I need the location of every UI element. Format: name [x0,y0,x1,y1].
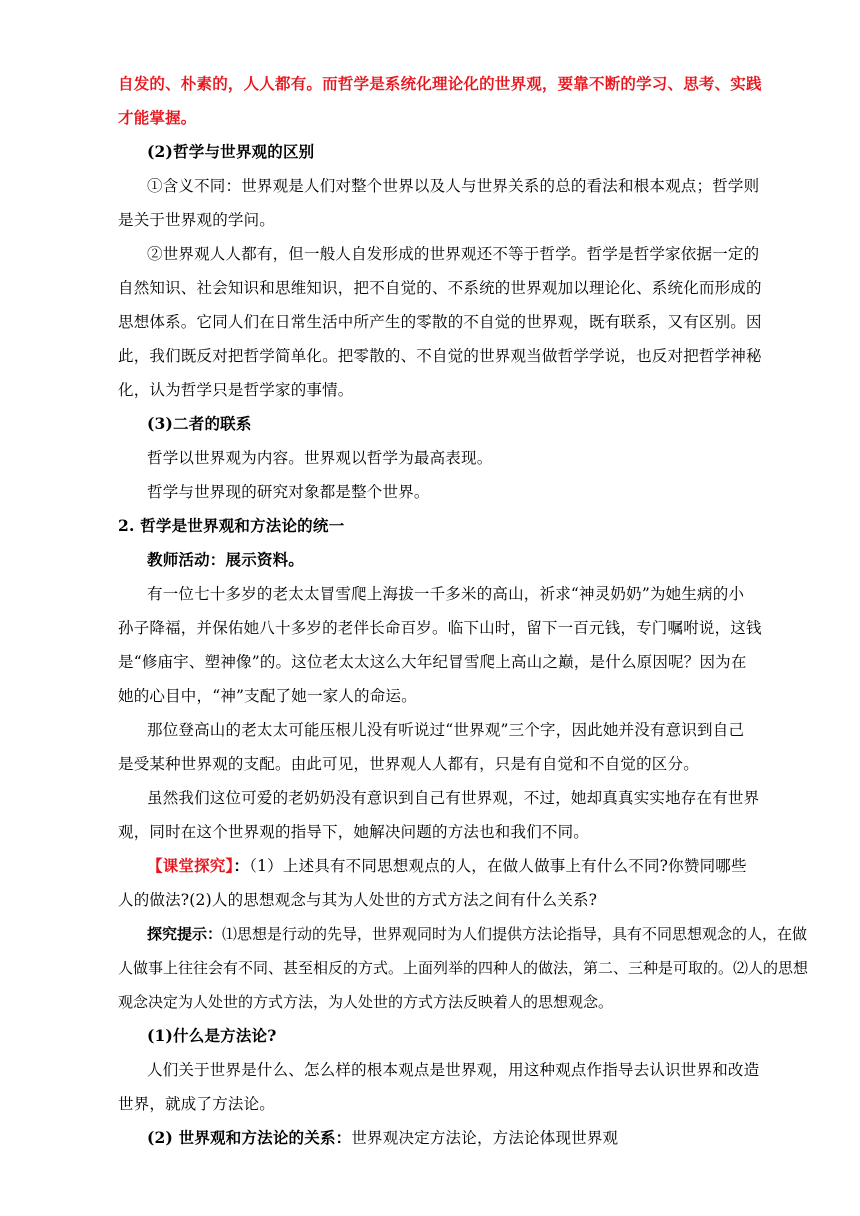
story2-line-1: 那位登高山的老太太可能压根儿没有听说过“世界观”三个字，因此她并没有意识到自己 [147,721,745,739]
diff-p2-line-1: ②世界观人人都有，但一般人自发形成的世界观还不等于哲学。哲学是哲学家依据一定的 [147,245,760,263]
heading-difference: (2)哲学与世界观的区别 [147,142,315,161]
story-line-4: 她的心目中，“神”支配了她一家人的命运。 [118,687,417,705]
relationship-label: (2) 世界观和方法论的关系： [147,1128,352,1147]
diff-p2-line-3: 思想体系。它同人们在日常生活中所产生的零散的不自觉的世界观，既有联系，又有区别。因 [118,313,762,331]
diff-p1-line-2: 是关于世界观的学问。 [118,211,276,229]
heading-methodology: (1)什么是方法论? [147,1026,277,1045]
diff-p1-line-1: ①含义不同：世界观是人们对整个世界以及人与世界关系的总的看法和根本观点；哲学则 [147,177,760,195]
red-intro-line-1: 自发的、朴素的，人人都有。而哲学是系统化理论化的世界观，要靠不断的学习、思考、实践 [118,74,762,93]
explore-question-line-2: 人的做法?(2)人的思想观念与其为人处世的方式方法之间有什么关系? [118,891,598,909]
story2-line-2: 是受某种世界观的支配。由此可见，世界观人人都有，只是有自觉和不自觉的区分。 [118,755,699,773]
relationship-text: 世界观决定方法论，方法论体现世界观 [351,1129,619,1147]
red-intro-line-2: 才能掌握。 [118,108,197,127]
hint-label: 探究提示： [147,925,223,943]
diff-p2-line-2: 自然知识、社会知识和思维知识，把不自觉的、不系统的世界观加以理论化、系统化而形成的 [118,279,762,297]
diff-p2-line-4: 此，我们既反对把哲学简单化。把零散的、不自觉的世界观当做哲学学说，也反对把哲学神秘 [118,347,762,365]
story3-line-1: 虽然我们这位可爱的老奶奶没有意识到自己有世界观，不过，她却真真实实地存在有世界 [147,789,760,807]
heading-connection: (3)二者的联系 [147,414,252,433]
story3-line-2: 观，同时在这个世界观的指导下，她解决问题的方法也和我们不同。 [118,823,590,841]
story-line-3: 是“修庙宇、塑神像”的。这位老太太这么大年纪冒雪爬上高山之巅，是什么原因呢？因为在 [118,653,747,671]
hint-line-1 [147,924,807,944]
link-p2: 哲学与世界现的研究对象都是整个世界。 [147,483,430,501]
hint-text-1: ⑴思想是行动的先导，世界观同时为人们提供方法论指导，具有不同思想观念的人，在做 [222,925,808,943]
story-line-2: 孙子降福，并保佑她八十多岁的老伴长命百岁。临下山时，留下一百元钱，专门嘱咐说，这钱 [118,619,762,637]
teacher-activity: 教师活动：展示资料。 [147,550,305,569]
story-line-1: 有一位七十多岁的老太太冒雪爬上海拔一千多米的高山，祈求“神灵奶奶”为她生病的小 [147,585,745,603]
diff-p2-line-5: 化，认为哲学只是哲学家的事情。 [118,381,354,399]
hint-line-3: 观念决定为人处世的方式方法，为人处世的方式方法反映着人的思想观念。 [118,993,614,1011]
method-line-1: 人们关于世界是什么、怎么样的根本观点是世界观，用这种观点作指导去认识世界和改造 [147,1061,760,1079]
explore-question-line-1 [147,856,747,876]
heading-section-2: 2. 哲学是世界观和方法论的统一 [118,516,345,535]
explore-colon: ： [233,856,250,875]
link-p1: 哲学以世界观为内容。世界观以哲学为最高表现。 [147,449,493,467]
relationship-line [147,1128,618,1148]
explore-label: 【课堂探究】 [147,856,234,875]
hint-line-2: 人做事上往往会有不同、甚至相反的方式。上面列举的四种人的做法，第二、三种是可取的。⑵人的思想 [118,959,809,977]
explore-question-text-1: （1）上述具有不同思想观点的人，在做人做事上有什么不同?你赞同哪些 [249,857,747,875]
method-line-2: 世界，就成了方法论。 [118,1095,276,1113]
